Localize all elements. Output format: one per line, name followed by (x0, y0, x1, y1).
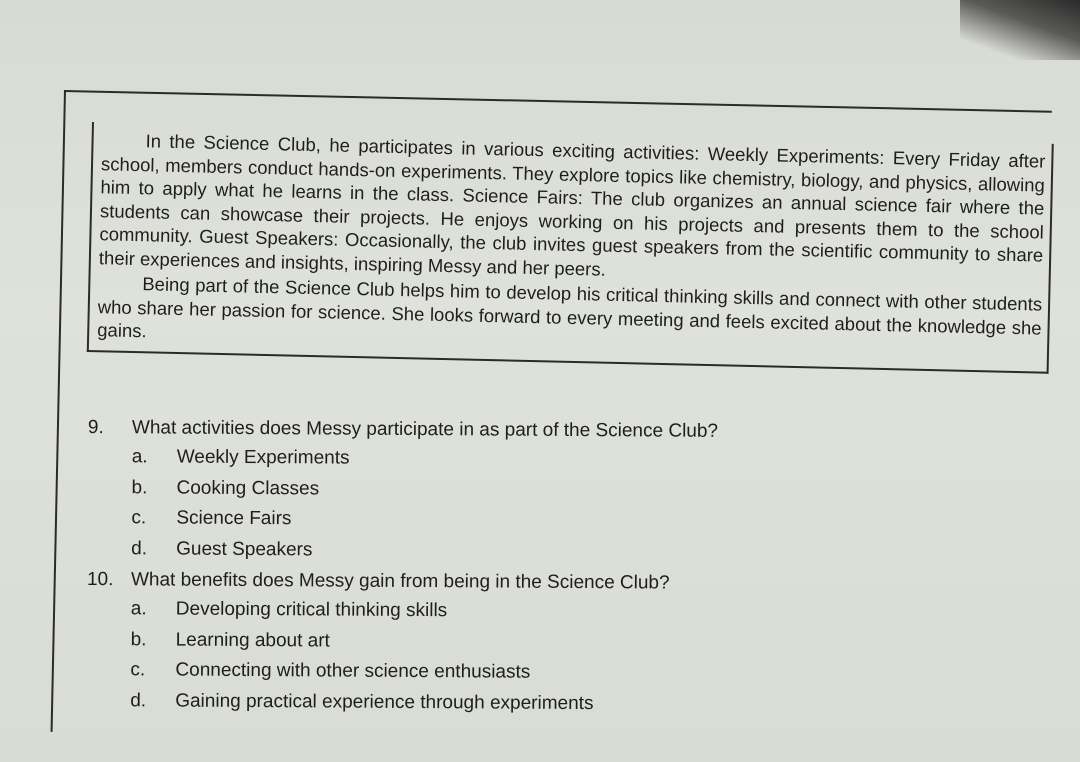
option-text: Cooking Classes (176, 477, 320, 500)
question-9 (87, 414, 1048, 570)
option-d (131, 534, 1047, 570)
option-letter: d. (130, 690, 147, 712)
page-corner-shadow (960, 0, 1080, 60)
question-list (86, 414, 1048, 722)
answer-options (131, 442, 1048, 570)
option-text: Guest Speakers (176, 538, 313, 561)
question-10 (86, 566, 1047, 722)
option-letter: b. (131, 477, 148, 499)
question-text: What benefits does Messy gain from being in the Science Club? (130, 569, 670, 594)
option-letter: c. (131, 507, 147, 529)
option-text: Weekly Experiments (176, 446, 350, 469)
passage-paragraph-2: Being part of the Science Club helps him to develop his critical thinking skills and connect with other students who share her passion for science. She looks forward to every meeting and feels excited about the knowledge she gains. (97, 273, 1043, 342)
option-letter: b. (130, 629, 147, 651)
reading-passage (87, 122, 1054, 373)
option-letter: c. (130, 659, 146, 681)
option-text: Gaining practical experience through experiments (175, 690, 594, 714)
answer-options (130, 594, 1047, 722)
option-text: Science Fairs (176, 507, 292, 530)
option-letter: a. (131, 446, 148, 468)
question-number: 9. (87, 416, 104, 439)
option-text: Developing critical thinking skills (175, 598, 448, 622)
option-letter: a. (130, 598, 147, 620)
option-text: Connecting with other science enthusiasts (175, 659, 531, 683)
option-text: Learning about art (175, 629, 330, 652)
option-letter: d. (131, 538, 148, 560)
passage-paragraph-1: In the Science Club, he participates in various exciting activities: Weekly Experiments: Every Friday after school, members conduct hands-on experiments. They explore topics like chemistry, biology, and physics, allowing him to apply what he learns in the class. Science Fairs: The club organizes an annual science fair where the students can showcase their projects. He enjoys working on his projects and presents them to the school community. Guest Speakers: Occasionally, the club invites guest speakers from the scientific community to share their experiences and insights, inspiring Messy and her peers. (98, 130, 1046, 280)
option-d (130, 686, 1046, 722)
question-number: 10. (86, 568, 114, 591)
question-text: What activities does Messy participate in as part of the Science Club? (131, 417, 719, 442)
